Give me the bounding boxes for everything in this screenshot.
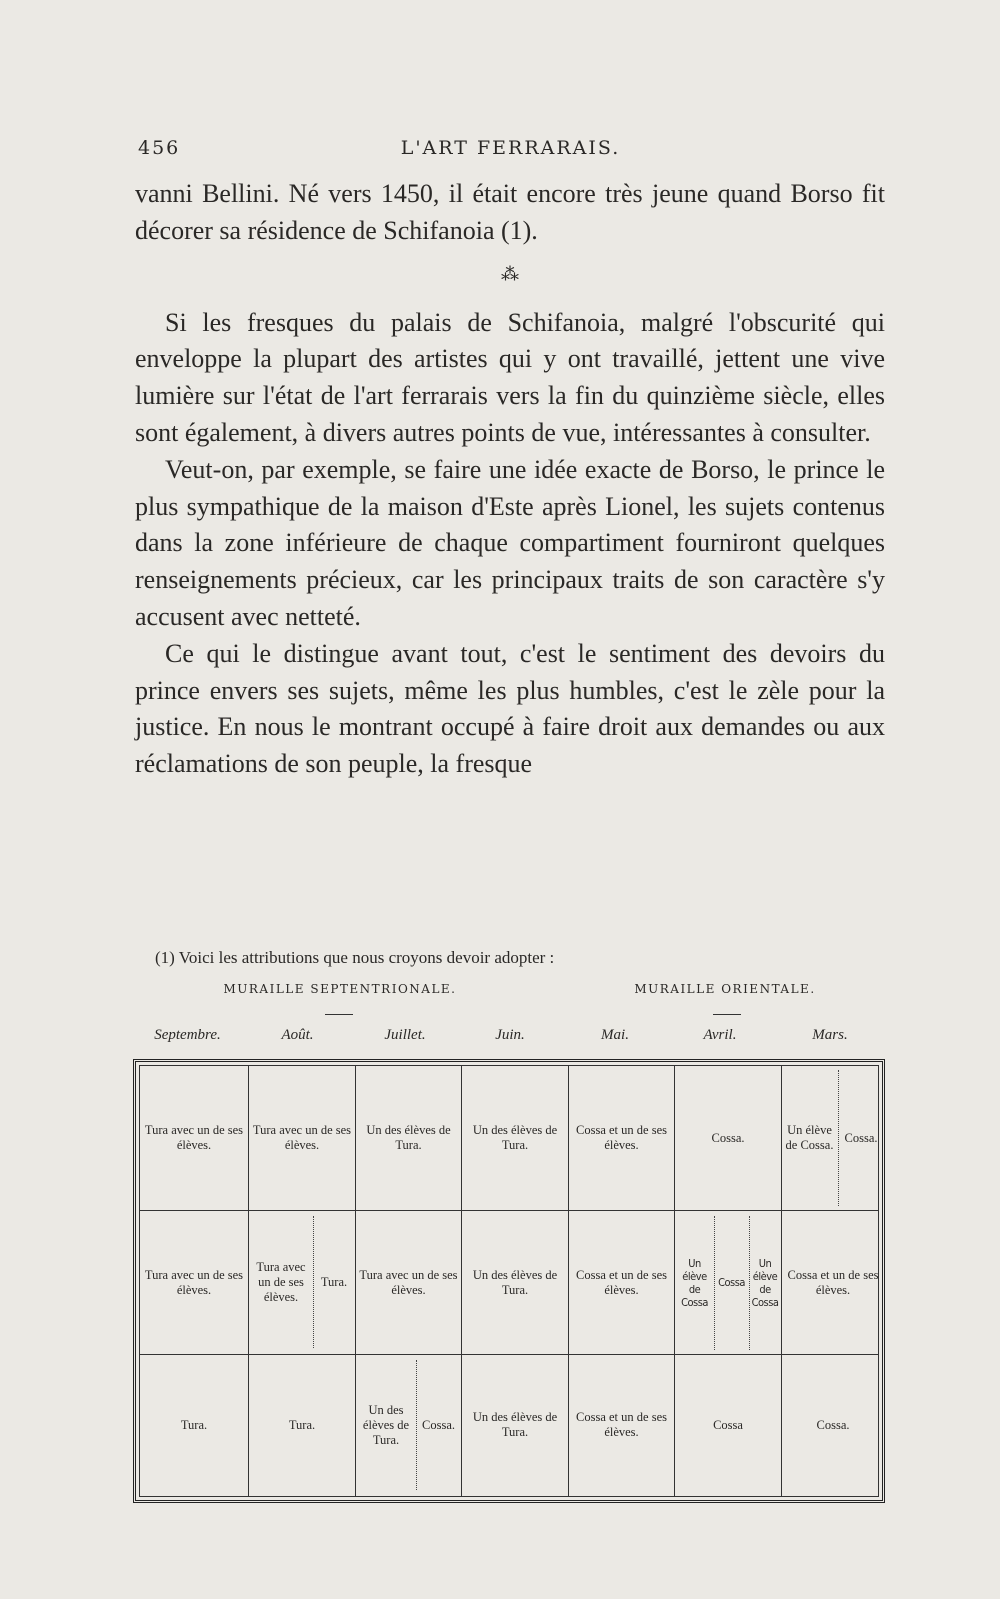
page-number: 456 (138, 137, 181, 159)
cell-r3-september: Tura. (180, 1417, 208, 1432)
cell-r1-july: Un des élèves de Tura. (366, 1123, 451, 1152)
cell-r3-may: Cossa et un de ses élèves. (576, 1410, 667, 1439)
cell-r2-june: Un des élèves de Tura. (472, 1267, 558, 1297)
cell-r1-march-b: Cossa. (844, 1130, 878, 1145)
table-grid (139, 1065, 879, 1497)
column-divider (355, 1066, 356, 1496)
wall-north-label: MURAILLE SEPTENTRIONALE. (223, 982, 457, 996)
wall-east-rule (713, 1014, 741, 1015)
month-august: Août. (281, 1027, 314, 1043)
paragraph-1: vanni Bellini. Né vers 1450, il était encore très jeune quand Borso fit décorer sa résidence de Schifanoia (1). (135, 179, 885, 245)
cell-r3-march: Cossa. (816, 1417, 850, 1432)
cell-r1-june: Un des élèves de Tura. (472, 1123, 558, 1152)
column-divider (461, 1066, 462, 1496)
attribution-table (133, 1059, 885, 1503)
cell-r1-march-a: Un élève de Cossa. (785, 1123, 834, 1152)
wall-east-label: MURAILLE ORIENTALE. (634, 982, 816, 996)
cell-r3-august: Tura. (288, 1417, 316, 1432)
cell-r1-august: Tura avec un de ses élèves. (252, 1123, 352, 1152)
cell-r2-september: Tura avec un de ses élèves. (144, 1267, 244, 1297)
cell-r2-april-a: Un élève de Cossa (681, 1256, 708, 1309)
footnote (135, 948, 885, 968)
month-may: Mai. (601, 1027, 629, 1043)
month-march: Mars. (812, 1027, 848, 1043)
cell-r3-june: Un des élèves de Tura. (472, 1410, 558, 1439)
cell-r2-march: Cossa et un de ses élèves. (787, 1267, 879, 1297)
cell-r2-august-a: Tura avec un de ses élèves. (256, 1260, 306, 1304)
column-divider (568, 1066, 569, 1496)
cell-r1-may: Cossa et un de ses élèves. (576, 1123, 667, 1152)
paragraph-3: Veut-on, par exemple, se faire une idée exacte de Borso, le prince le plus sympathique de la maison d'Este après Lionel, les sujets contenus dans la zone inférieure de chaque compartiment fourniront quelques renseignements précieux, car les principaux traits de son caractère s'y accusent avec netteté. (135, 454, 885, 631)
paragraph-2: Si les fresques du palais de Schifanoia, malgré l'obscurité qui enveloppe la plupart des artistes qui y ont travaillé, jettent une vive lumière sur l'état de l'art ferrarais vers la fin du quinzième siècle, elles sont également, à divers autres points de vue, intéressantes à consulter. (135, 307, 885, 447)
cell-r1-september: Tura avec un de ses élèves. (144, 1123, 244, 1152)
cell-r3-july-a: Un des élèves de Tura. (362, 1402, 410, 1447)
cell-r1-april: Cossa. (711, 1130, 745, 1145)
wall-north-rule (325, 1014, 353, 1015)
column-divider (674, 1066, 675, 1496)
footnote-text: (1) Voici les attributions que nous croyons devoir adopter : (155, 948, 555, 967)
cell-r2-may: Cossa et un de ses élèves. (576, 1267, 667, 1297)
running-header (138, 137, 883, 167)
main-text (135, 176, 885, 783)
wall-labels (135, 982, 885, 1012)
month-june: Juin. (495, 1027, 525, 1043)
running-title: L'ART FERRARAIS. (400, 137, 621, 159)
cell-r2-july: Tura avec un de ses élèves. (359, 1267, 458, 1297)
month-september: Septembre. (154, 1027, 221, 1043)
paragraph-4: Ce qui le distingue avant tout, c'est le sentiment des devoirs du prince envers ses sujets, même les plus humbles, c'est le zèle pour la justice. En nous le montrant occupé à faire droit aux demandes ou aux réclamations de son peuple, la fresque (135, 638, 885, 779)
month-april: Avril. (703, 1027, 737, 1043)
column-divider (248, 1066, 249, 1496)
cell-r2-april-c: Un élève de Cossa (751, 1256, 779, 1309)
cell-r3-july-b: Cossa. (422, 1417, 455, 1432)
month-july: Juillet. (384, 1027, 426, 1043)
cell-r3-april: Cossa (713, 1417, 743, 1432)
cell-r2-april-b: Cossa (718, 1276, 745, 1289)
month-headings (135, 1027, 885, 1049)
cell-r2-august-b: Tura. (320, 1275, 348, 1289)
section-asterism: ⁂ (501, 263, 519, 284)
